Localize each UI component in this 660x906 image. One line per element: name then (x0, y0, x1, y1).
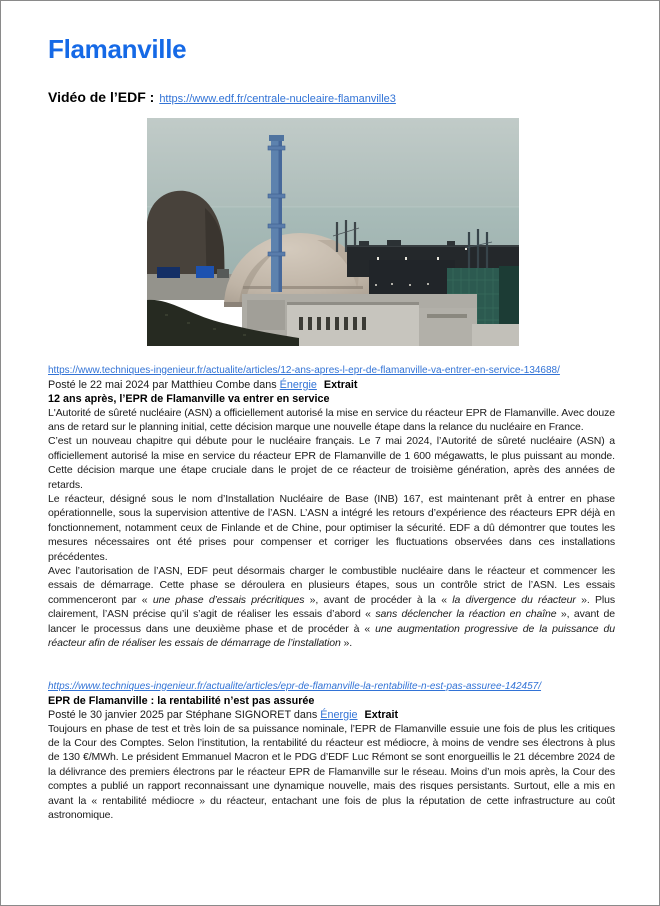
article-2-extrait-label: Extrait (364, 708, 399, 721)
article-2-body (48, 722, 615, 823)
video-line (48, 89, 615, 105)
article-2-meta (48, 708, 615, 722)
flamanville-photo-illustration (147, 118, 519, 346)
article-1-meta (48, 378, 615, 392)
article-1-headline: 12 ans après, l’EPR de Flamanville va entrer en service (48, 392, 330, 405)
paragraph: Toujours en phase de test et très loin de sa puissance nominale, l’EPR de Flamanville essuie une fois de plus les critiques de la Cour des Comptes. Selon l’institution, la rentabilité du réacteur est médiocre, à moins de vendre ses électrons à plus de 130 €/MWh. Le président Emmanuel Macron et le PDG d’EDF Luc Rémont se sont enorgueillis le 21 décembre 2024 de la délivrance des premiers électrons par le réacteur EPR de Flamanville sur le réseau. Moins d’un mois après, la Cour des comptes a publié un rapport reconnaissant une dynamique nouvelle, mais des risques persistants. Surtout, elle a mis en avant la « rentabilité médiocre » du réacteur, entachant une fois de plus la réputation de cette infrastructure au coût astronomique. (48, 722, 615, 821)
article-2-url-link[interactable]: https://www.techniques-ingenieur.fr/actualite/articles/epr-de-flamanville-la-rentabilite-n-est-pas-assuree-142457/ (48, 680, 542, 692)
flamanville-photo (147, 118, 519, 346)
page-title: Flamanville (48, 34, 187, 64)
article-2-energie-link[interactable]: Énergie (320, 708, 358, 721)
article-1-url-link[interactable]: https://www.techniques-ingenieur.fr/actualite/articles/12-ans-apres-l-epr-de-flamanville-va-entrer-en-service-134688/ (48, 364, 560, 376)
article-1-body (48, 406, 615, 651)
paragraph: C’est un nouveau chapitre qui débute pour le nucléaire français. Le 7 mai 2024, l’Autorité de sûreté nucléaire (ASN) a officiellement autorisé la mise en service du réacteur EPR de Flamanville de 1 600 mégawatts, le plus puissant au monde. Cette décision marque une étape cruciale dans le projet de ce réacteur de troisième génération, après des années de retards. (48, 435, 615, 491)
article-2-meta-text: Posté le 30 janvier 2025 par Stéphane SIGNORET dans (48, 708, 321, 721)
article-2 (48, 676, 615, 823)
article-1-energie-link[interactable]: Énergie (279, 378, 317, 391)
video-label: Vidéo de l’EDF : (48, 88, 155, 105)
document-content (1, 1, 659, 822)
article-1 (48, 360, 615, 651)
paragraph: Le réacteur, désigné sous le nom d’Installation Nucléaire de Base (INB) 167, est maintenant prêt à entrer en phase opérationnelle, sous la supervision attentive de l’ASN. L’ASN a intégré les retours d’expérience des réacteurs EPR déjà en fonctionnement, notamment ceux de Finlande et de Chine, pour optimiser la sécurité. EDF a dû démontrer que toutes les mesures nécessaires ont été prises pour compenser et corriger les fluctuations observées dans ces installations précédentes. (48, 493, 615, 563)
article-1-extrait-label: Extrait (323, 378, 358, 391)
paragraph: L'Autorité de sûreté nucléaire (ASN) a officiellement autorisé la mise en service du réacteur EPR de Flamanville. Avec douze ans de retard sur le planning initial, cette décision marque une nouvelle étape dans la relance du nucléaire en France. (48, 406, 615, 433)
article-2-headline: EPR de Flamanville : la rentabilité n’est pas assurée (48, 694, 315, 707)
article-1-meta-text: Posté le 22 mai 2024 par Matthieu Combe dans (48, 378, 280, 391)
edf-video-link[interactable]: https://www.edf.fr/centrale-nucleaire-flamanville3 (159, 92, 396, 105)
paragraph: Avec l’autorisation de l’ASN, EDF peut désormais charger le combustible nucléaire dans le réacteur et commencer les essais de démarrage. Cette phase se déroulera en plusieurs étapes, sous un contrôle strict de l’ASN. Les essais commenceront par « une phase d’essais précritiques », avant de procéder à la « la divergence du réacteur ». Plus clairement, l’ASN précise qu’il s’agit de réaliser les essais d’abord « sans déclencher la réaction en chaîne », avant de lancer le processus dans une deuxième phase et de procéder à « une augmentation progressive de la puissance du réacteur afin de réaliser les essais de démarrage de l’installation ». (48, 565, 616, 650)
